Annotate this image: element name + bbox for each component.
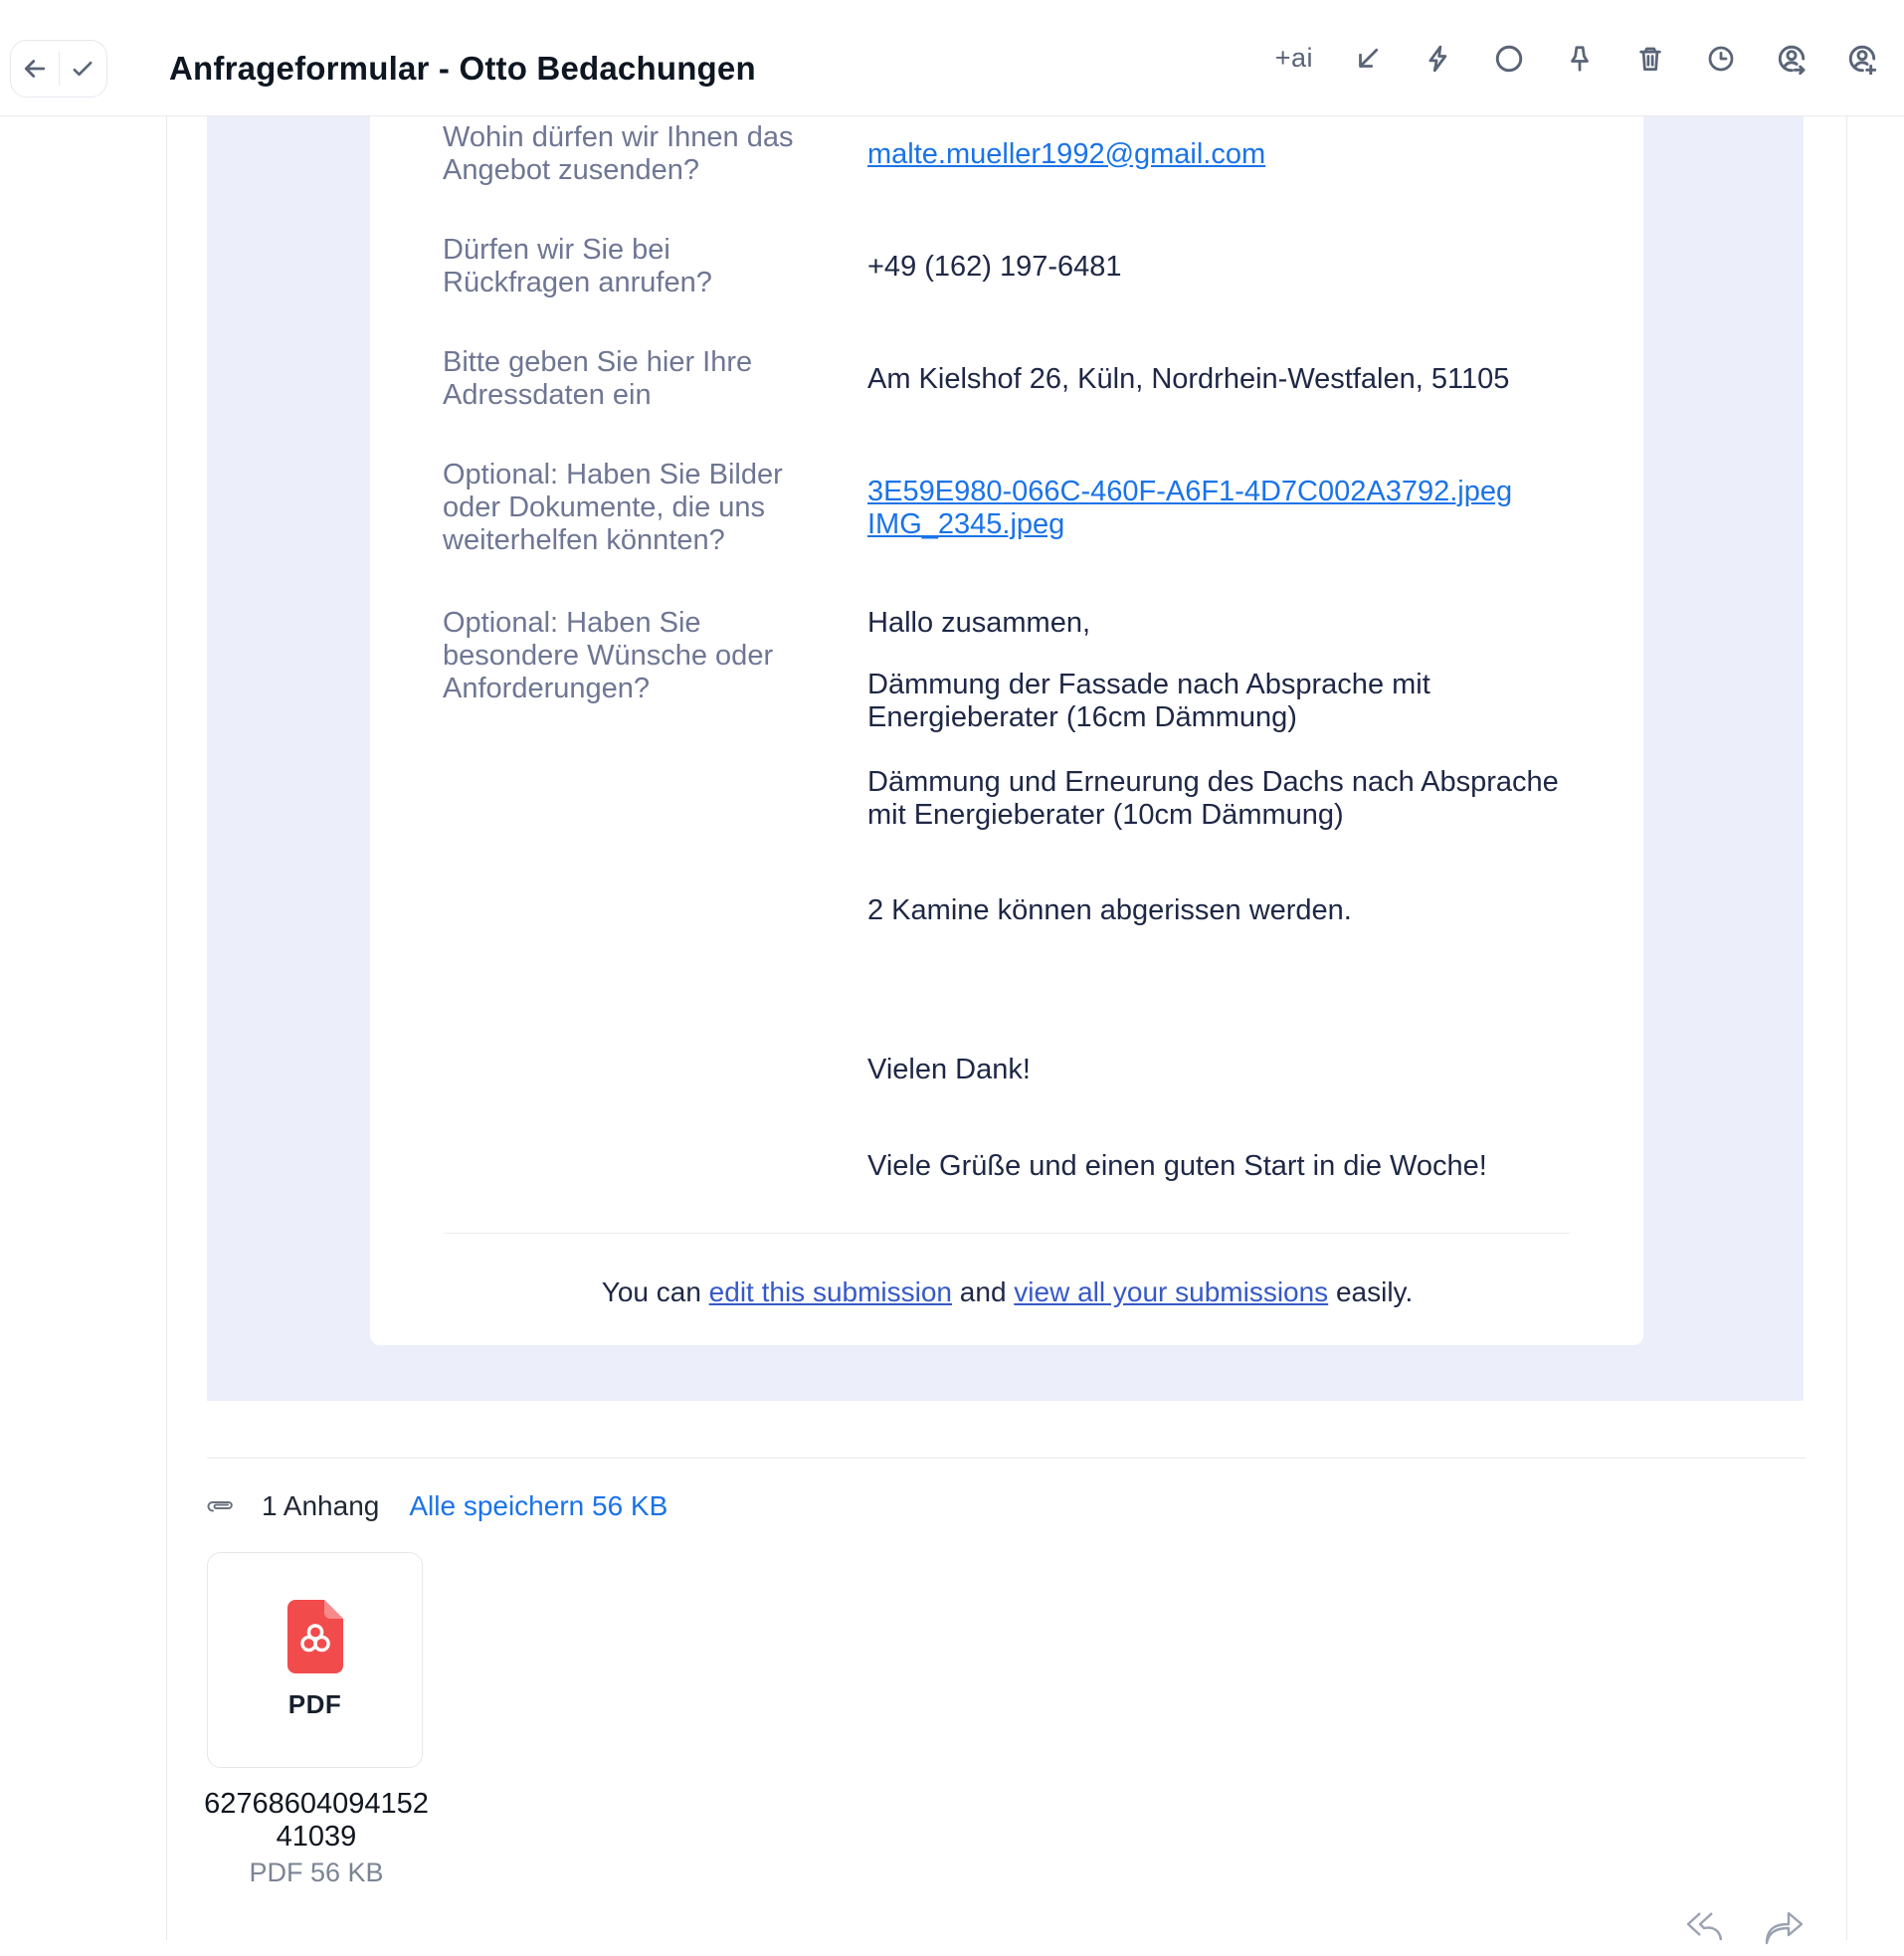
attachments-divider — [207, 1458, 1806, 1459]
field-label: Wohin dürfen wir Ihnen das Angebot zusenden? — [443, 121, 801, 187]
quick-action-button[interactable] — [1423, 43, 1454, 75]
attachment-file-link[interactable]: 3E59E980-066C-460F-A6F1-4D7C002A3792.jpeg — [867, 476, 1512, 508]
phone-value: +49 (162) 197-6481 — [867, 251, 1572, 284]
form-field-row — [443, 234, 1572, 299]
back-arrow-icon — [20, 54, 50, 84]
footer-text: and — [952, 1276, 1014, 1307]
trash-icon — [1635, 44, 1665, 74]
left-pane-divider — [166, 116, 167, 1940]
attachment-meta: PDF 56 KB — [147, 1858, 485, 1888]
filename-line: 41039 — [147, 1821, 485, 1854]
status-circle-button[interactable] — [1493, 43, 1525, 75]
save-all-attachments-link[interactable]: Alle speichern 56 KB — [409, 1490, 667, 1522]
view-submissions-link[interactable]: view all your submissions — [1014, 1276, 1328, 1307]
footer-text: You can — [602, 1276, 709, 1307]
field-label: Optional: Haben Sie besondere Wünsche oder Anforderungen? — [443, 607, 801, 705]
filename-line: 62768604094152 — [147, 1788, 485, 1821]
pdf-file-icon — [287, 1600, 343, 1673]
message-paragraph: Dämmung der Fassade nach Absprache mit Energieberater (16cm Dämmung) — [867, 669, 1572, 734]
lightning-icon — [1424, 44, 1453, 74]
right-pane-divider — [1846, 116, 1847, 1940]
message-paragraph: Viele Grüße und einen guten Start in die Woche! — [867, 1150, 1572, 1183]
edit-submission-link[interactable]: edit this submission — [709, 1276, 952, 1307]
add-contact-button[interactable] — [1846, 43, 1878, 75]
popout-button[interactable] — [1352, 43, 1384, 75]
email-content-card — [370, 116, 1643, 1345]
field-label: Optional: Haben Sie Bilder oder Dokumente, die uns weiterhelfen könnten? — [443, 459, 801, 557]
form-field-row — [443, 459, 1572, 557]
form-field-row — [443, 607, 1572, 1183]
user-arrow-icon — [1776, 43, 1808, 75]
paperclip-icon — [207, 1494, 240, 1518]
reply-all-icon — [1679, 1911, 1731, 1951]
header-bar — [0, 0, 1904, 116]
form-field-row — [443, 121, 1572, 187]
delete-button[interactable] — [1634, 43, 1666, 75]
reply-all-button[interactable] — [1679, 1911, 1731, 1951]
toolbar — [1275, 0, 1878, 116]
circle-icon — [1493, 43, 1525, 75]
pin-icon — [1565, 44, 1595, 74]
card-divider — [445, 1233, 1570, 1234]
submission-footer — [443, 1275, 1572, 1308]
check-icon — [69, 55, 96, 83]
user-plus-icon — [1846, 43, 1878, 75]
message-paragraph: 2 Kamine können abgerissen werden. — [867, 894, 1572, 927]
attachment-card[interactable] — [207, 1552, 423, 1768]
attachment-file-link[interactable]: IMG_2345.jpeg — [867, 508, 1064, 541]
forward-button[interactable] — [1759, 1911, 1810, 1951]
clock-icon — [1706, 44, 1736, 74]
message-body — [867, 607, 1572, 1183]
attachments-header — [207, 1488, 667, 1524]
snooze-button[interactable] — [1705, 43, 1737, 75]
back-button[interactable] — [11, 41, 59, 97]
field-label: Bitte geben Sie hier Ihre Adressdaten ein — [443, 346, 801, 412]
arrow-down-left-icon — [1353, 44, 1383, 74]
message-paragraph: Vielen Dank! — [867, 1054, 1572, 1086]
attachment-type-label: PDF — [288, 1689, 342, 1720]
mark-done-button[interactable] — [59, 41, 106, 97]
attachment-count: 1 Anhang — [262, 1490, 379, 1522]
message-paragraph: Hallo zusammen, — [867, 607, 1572, 640]
ai-button[interactable]: +ai — [1275, 43, 1313, 74]
address-value: Am Kielshof 26, Küln, Nordrhein-Westfalen, 51105 — [867, 363, 1572, 396]
move-contact-button[interactable] — [1776, 43, 1808, 75]
footer-text: easily. — [1328, 1276, 1413, 1307]
forward-icon — [1759, 1911, 1810, 1951]
email-link[interactable]: malte.mueller1992@gmail.com — [867, 138, 1265, 171]
form-field-row — [443, 346, 1572, 412]
field-label: Dürfen wir Sie bei Rückfragen anrufen? — [443, 234, 801, 299]
message-paragraph: Dämmung und Erneurung des Dachs nach Absprache mit Energieberater (10cm Dämmung) — [867, 766, 1572, 832]
pin-button[interactable] — [1564, 43, 1596, 75]
nav-pill — [10, 40, 107, 98]
email-subject: Anfrageformular - Otto Bedachungen — [169, 50, 756, 88]
attachment-filename — [147, 1788, 485, 1854]
